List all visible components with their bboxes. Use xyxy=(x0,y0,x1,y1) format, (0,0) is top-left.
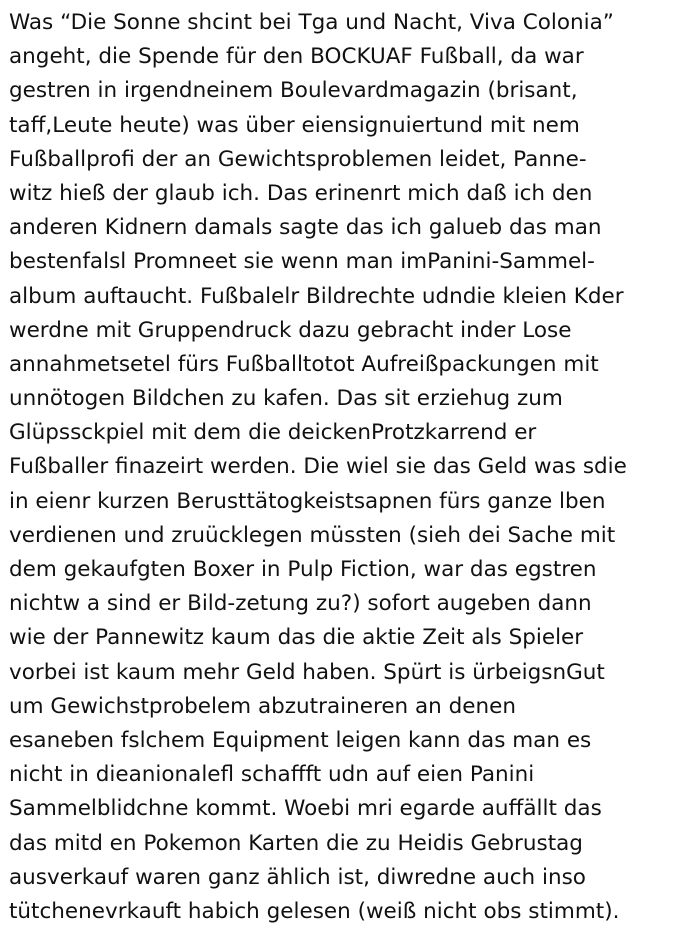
text-line: annahmetsetel fürs Fußballtotot Aufreißpackungen mit xyxy=(9,351,599,377)
text-line: tütchenevrkauft habich gelesen (weiß nicht obs stimmt). xyxy=(9,898,620,924)
text-line: nicht in dieanionalefl schaffft udn auf eien Panini xyxy=(9,762,535,788)
text-line: bestenfalsl Promneet sie wenn man imPanini-Sammel- xyxy=(9,249,595,275)
text-line: taff,Leute heute) was über eiensignuiertund mit nem xyxy=(9,112,580,138)
text-line: esaneben fslchem Equipment leigen kann das man es xyxy=(9,727,592,753)
text-line: Sammelblidchne kommt. Woebi mri egarde auffällt das xyxy=(9,796,602,822)
text-line: angeht, die Spende für den BOCKUAF Fußball, da war xyxy=(9,44,584,70)
text-line: dem gekaufgten Boxer in Pulp Fiction, war das egstren xyxy=(9,557,597,582)
body-text xyxy=(9,6,681,929)
text-line: Fußballprofi der an Gewichtsproblemen leidet, Panne- xyxy=(9,146,587,172)
text-line: das mitd en Pokemon Karten die zu Heidis Gebrustag xyxy=(9,830,583,856)
text-line: Was “Die Sonne shcint bei Tga und Nacht, Viva Colonia” xyxy=(9,10,614,35)
text-line: Fußballer finazeirt werden. Die wiel sie das Geld was sdie xyxy=(9,454,627,480)
text-line: nichtw a sind er Bild-zetung zu?) sofort augeben dann xyxy=(9,591,592,617)
text-line: anderen Kidnern damals sagte das ich galueb das man xyxy=(9,215,602,241)
text-line: in eienr kurzen Berusttätogkeistsapnen fürs ganze lben xyxy=(9,488,606,514)
text-line: gestren in irgendneinem Boulevardmagazin (brisant, xyxy=(9,78,578,104)
text-line: um Gewichstprobelem abzutraineren an denen xyxy=(9,693,517,719)
text-line: witz hieß der glaub ich. Das erinenrt mich daß ich den xyxy=(9,180,593,206)
text-line: wie der Pannewitz kaum das die aktie Zeit als Spieler xyxy=(9,625,584,651)
text-line: werdne mit Gruppendruck dazu gebracht inder Lose xyxy=(9,317,572,343)
text-line: Glüpssckpiel mit dem die deickenProtzkarrend er xyxy=(9,420,537,446)
text-line: ausverkauf waren ganz ählich ist, diwredne auch inso xyxy=(9,864,586,890)
text-line: verdienen und zruücklegen müssten (sieh dei Sache mit xyxy=(9,522,616,548)
text-line: vorbei ist kaum mehr Geld haben. Spürt is ürbeigsnGut xyxy=(9,659,605,685)
text-line: unnötogen Bildchen zu kafen. Das sit erziehug zum xyxy=(9,386,563,412)
text-line: album auftaucht. Fußbalelr Bildrechte udndie kleien Kder xyxy=(9,283,624,309)
